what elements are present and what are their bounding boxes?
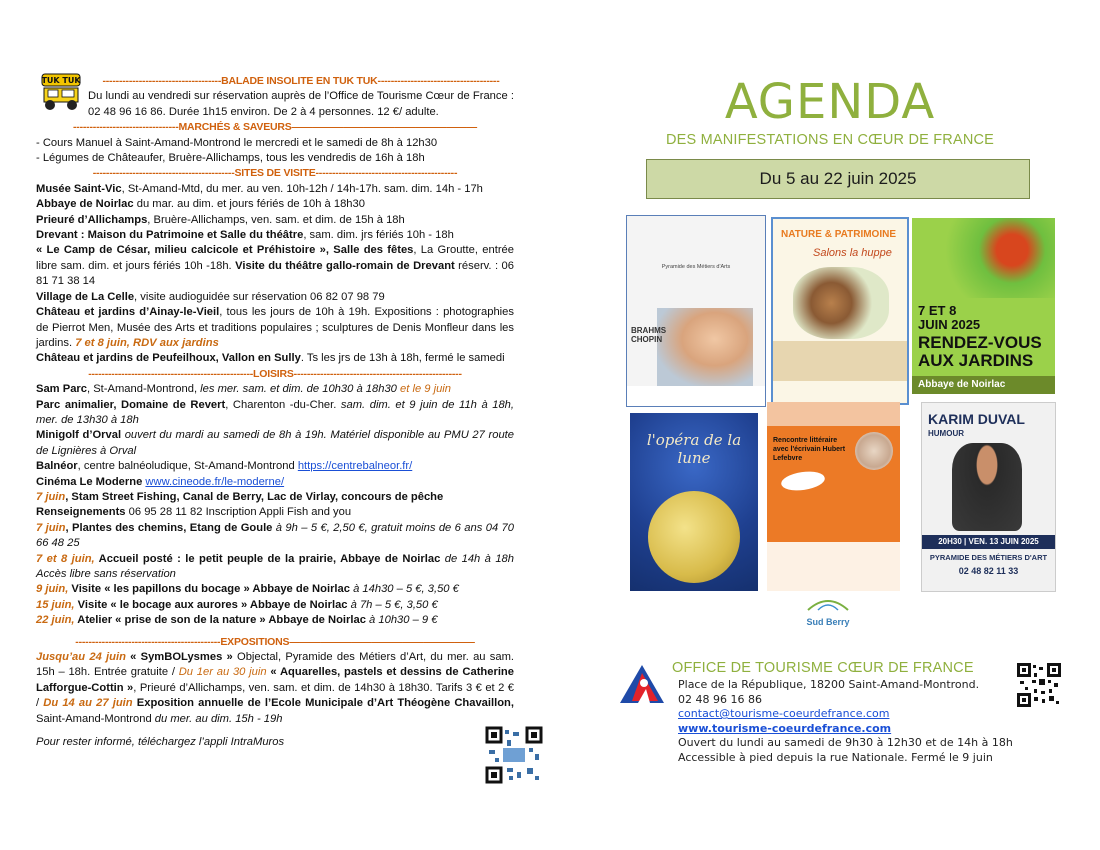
ot-access: Accessible à pied depuis la rue Nationale. Fermé le 9 juin [678,750,993,764]
office-tourisme-title: OFFICE DE TOURISME CŒUR DE FRANCE [672,660,974,676]
poster-nature-band [773,341,907,381]
marche-item: - Cours Manuel à Saint-Amand-Montrond le mercredi et le samedi de 8h à 12h30 [36,136,438,149]
ot-hours: Ouvert du lundi au samedi de 9h30 à 12h30 et de 14h à 18h [678,736,1013,750]
poster-rendez-vous-jardins[interactable] [912,218,1055,394]
poster-duval-phone: 02 48 82 11 33 [958,566,1019,576]
qr-code-icon[interactable] [485,726,543,784]
office-tourisme-contact [678,678,1013,766]
section-header-marches: --------------------------------MARCHÉS & SAVEURS—————————————————— [73,121,477,134]
section-header-balade: ------------------------------------BALADE INSOLITE EN TUK TUK------------------------------------- [102,75,500,87]
poster-lecture-date-badge [780,469,826,493]
ot-address: Place de la République, 18200 Saint-Amand-Montrond. [678,678,980,691]
poster-rencontre-litteraire[interactable] [767,402,900,591]
section-header-sites: -------------------------------------------SITES DE VISITE------------------------------------------- [92,167,458,180]
poster-duval-sub: HUMOUR [928,429,964,438]
qr-code-icon[interactable] [1017,663,1061,707]
loisir-item: Parc animalier, Domaine de Revert, Charenton -du-Cher. sam. dim. et 9 juin de 11h à 18h, mer. de 13h30 à 18h [36,398,515,426]
balade-text: Du lundi au vendredi sur réservation auprès de l’Office de Tourisme Cœur de France : 02 48 96 16 86. Durée 1h15 environ. De 2 à 4 personnes. 12 €/ adulte. [88,90,514,118]
poster-opera-moon [648,491,740,583]
agenda-subtitle: DES MANIFESTATIONS EN CŒUR DE FRANCE [665,132,995,148]
loisir-item: 15 juin, Visite « le bocage aux aurores » Abbaye de Noirlac à 7h – 5 €, 3,50 € [36,598,438,611]
site-item: Abbaye de Noirlac du mar. au dim. et jours fériés de 10h à 18h30 [36,198,365,211]
svg-text:TUK TUK: TUK TUK [41,76,81,85]
date-range-box: Du 5 au 22 juin 2025 [646,159,1030,199]
poster-nature-title: NATURE & PATRIMOINE [781,229,896,240]
agenda-title: AGENDA [724,74,936,130]
poster-karim-duval[interactable] [921,402,1056,592]
cinema-link[interactable]: www.cineode.fr/le-moderne/ [145,475,285,488]
poster-chopin-footer [627,386,765,406]
sud-berry-logo: Sud Berry [800,596,856,630]
site-item: « Le Camp de César, milieu calcicole et Préhistoire », Salle des fêtes, La Groutte, entrée libre sam. dim. et jours fériés 10h -18h. Visite du théâtre gallo-romain de Drevant réserv. : 06 81 71 38 14 [36,244,514,288]
site-item: Château et jardins d’Ainay-le-Vieil, tous les jours de 10h à 19h. Expositions : photographies de Pierrot Men, Musée des Arts et traditions populaires ; sculptures de Denis Monfleur dans les jardins. 7 et 8 juin, RDV aux jardins [36,306,514,349]
poster-duval-date: 20H30 | VEN. 13 JUIN 2025 [922,535,1055,549]
poster-jardins-date-1: 7 ET 8 [918,303,957,318]
section-header-expos: --------------------------------------------EXPOSITIONS—————————————————— [75,635,475,648]
agenda-header [640,74,1020,148]
poster-jardins-date-2: JUIN 2025 [918,317,981,332]
site-item: Drevant : Maison du Patrimoine et Salle du théâtre, sam. dim. jrs fériés 10h - 18h [36,229,454,242]
ot-website-link[interactable]: www.tourisme-coeurdefrance.com [678,721,892,735]
site-item: Prieuré d’Allichamps, Bruère-Allichamps, ven. sam. et dim. de 15h à 18h [36,213,405,226]
site-item: Village de La Celle, visite audioguidée sur réservation 06 82 07 98 79 [36,290,385,303]
poster-lecture-title: Rencontre littéraire avec l'écrivain Hubert Lefebvre [773,437,846,462]
poster-jardins-place: Abbaye de Noirlac [912,376,1055,394]
poster-chopin-photo [657,308,753,386]
poster-chopin-info: Pyramide des Métiers d'Arts [661,264,731,270]
poster-opera-title: l'opéra de la lune [646,431,742,467]
poster-nature-patrimoine[interactable] [771,217,909,405]
loisir-item: Balnéor, centre balnéoludique, St-Amand-Montrond https://centrebalneor.fr/ [36,460,413,473]
poster-lecture-header [767,402,900,426]
poster-nature-subtitle: Salons la huppe [813,247,892,259]
agenda-left-column [36,74,514,750]
loisir-item: 7 juin, Stam Street Fishing, Canal de Berry, Lac de Virlay, concours de pêche Renseignements 06 95 28 11 82 Inscription Appli Fish and you [36,490,444,519]
ot-phone: 02 48 96 16 86 [678,692,762,706]
poster-opera-lune[interactable] [630,413,758,591]
poster-lecture-footer [767,542,900,591]
loisir-item: Cinéma Le Moderne www.cineode.fr/le-moderne/ [36,475,285,488]
office-tourisme-logo-icon [616,663,668,709]
section-header-loisirs: --------------------------------------------------LOISIRS--------------------------------------------------- [88,367,462,380]
loisir-item: 22 juin, Atelier « prise de son de la nature » Abbaye de Noirlac à 10h30 – 9 € [36,614,438,627]
intramuros-note: Pour rester informé, téléchargez l’appli IntraMuros [36,736,285,749]
poster-duval-name: KARIM DUVAL [928,411,1025,427]
ot-email-link[interactable]: contact@tourisme-coeurdefrance.com [678,707,890,721]
site-item: Château et jardins de Peufeilhoux, Vallon en Sully. Ts les jrs de 13h à 18h, fermé le samedi [36,352,505,365]
expo-item: Jusqu’au 24 juin « SymBOLysmes » Objectal, Pyramide des Métiers d’Art, du mer. au sam. 15h – 18h. Entrée gratuite / Du 1er au 30 juin « Aquarelles, pastels et dessins de Catherine Lafforgue-Cottin », Prieuré d’Allichamps, ven. sam. et dim. de 14h30 à 18h30. Tarifs 3 € et 2 € / Du 14 au 27 juin Exposition annuelle de l’Ecole Municipale d’Art Théogène Chavaillon, Saint-Amand-Montrond du mer. au dim. 15h - 19h [36,651,515,725]
marche-item: - Légumes de Châteaufer, Bruère-Allichamps, tous les vendredis de 16h à 18h [36,152,425,165]
loisir-item: Sam Parc, St-Amand-Montrond, les mer. sam. et dim. de 10h30 à 18h30 et le 9 juin [36,383,452,396]
poster-duval-place: PYRAMIDE DES MÉTIERS D'ART [929,553,1048,562]
poster-chopin[interactable] [626,215,766,407]
poster-jardins-illustration [912,218,1055,298]
poster-chopin-names: BRAHMS CHOPIN [631,326,667,344]
loisir-item: 7 et 8 juin, Accueil posté : le petit peuple de la prairie, Abbaye de Noirlac de 14h à 18h Accès libre sans réservation [36,552,514,580]
loisir-item: Minigolf d’Orval ouvert du mardi au samedi de 8h à 19h. Matériel disponible au PMU 27 route de Lignières à Orval [36,429,514,457]
poster-lecture-photo [855,432,893,470]
poster-jardins-title: RENDEZ-VOUS AUX JARDINS [918,333,1042,370]
balneor-link[interactable]: https://centrebalneor.fr/ [297,460,413,473]
site-item: Musée Saint-Vic, St-Amand-Mtd, du mer. au ven. 10h-12h / 14h-17h. sam. dim. 14h - 17h [36,182,483,195]
loisir-item: 7 juin, Plantes des chemins, Etang de Goule à 9h – 5 €, 2,50 €, gratuit moins de 6 ans 04 70 66 48 25 [36,521,515,550]
poster-nature-illustration [793,267,889,339]
poster-duval-photo [952,443,1022,531]
loisir-item: 9 juin, Visite « les papillons du bocage » Abbaye de Noirlac à 14h30 – 5 €, 3,50 € [36,583,459,596]
